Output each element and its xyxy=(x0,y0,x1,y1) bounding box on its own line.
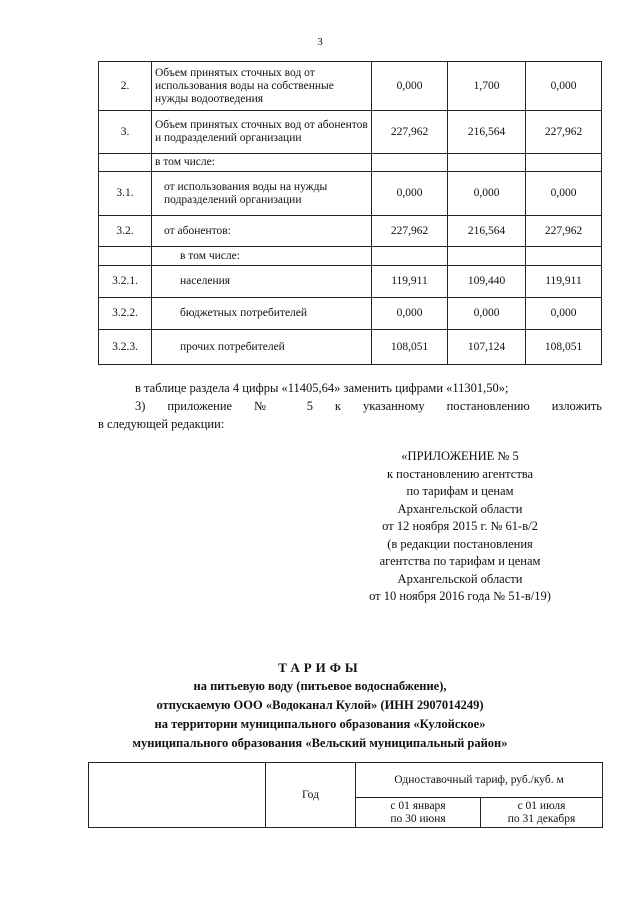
value-cell: 108,051 xyxy=(526,330,602,365)
value-cell: 0,000 xyxy=(372,62,448,111)
appendix-line: от 12 ноября 2015 г. № 61-в/2 xyxy=(382,519,538,533)
value-cell xyxy=(372,154,448,172)
appendix-line: Архангельской области xyxy=(397,571,523,586)
page-number: 3 xyxy=(317,36,323,48)
value-cell xyxy=(526,247,602,266)
row-label: в том числе: xyxy=(152,247,372,266)
period-start: с 01 июля xyxy=(517,799,566,812)
year-header: Год xyxy=(266,763,356,828)
table-row xyxy=(99,298,602,330)
title-line: на питьевую воду (питьевое водоснабжение), xyxy=(193,679,447,693)
value-cell xyxy=(448,154,526,172)
value-cell: 109,440 xyxy=(448,266,526,298)
row-label: бюджетных потребителей xyxy=(152,298,372,330)
value-cell: 227,962 xyxy=(372,216,448,247)
value-cell: 108,051 xyxy=(372,330,448,365)
value-cell: 0,000 xyxy=(372,172,448,216)
value-cell: 0,000 xyxy=(526,298,602,330)
value-cell: 0,000 xyxy=(372,298,448,330)
empty-header-cell xyxy=(89,763,266,828)
value-cell: 227,962 xyxy=(372,111,448,154)
title-heading: ТАРИФЫ xyxy=(278,660,362,675)
table-row xyxy=(99,154,602,172)
appendix-line: (в редакции постановления xyxy=(387,536,533,551)
table-row xyxy=(99,330,602,365)
tariff-table xyxy=(88,762,603,828)
value-cell: 216,564 xyxy=(448,216,526,247)
period-end: по 31 декабря xyxy=(507,812,576,825)
value-cell: 0,000 xyxy=(448,172,526,216)
row-number xyxy=(99,154,152,172)
appendix-line: «ПРИЛОЖЕНИЕ № 5 xyxy=(401,449,519,463)
value-cell xyxy=(448,247,526,266)
row-label: от использования воды на нужды подразделений организации xyxy=(152,172,372,216)
value-cell: 0,000 xyxy=(448,298,526,330)
title-line: отпускаемую ООО «Водоканал Кулой» (ИНН 2907014249) xyxy=(156,698,484,712)
value-cell: 227,962 xyxy=(526,111,602,154)
row-label: населения xyxy=(152,266,372,298)
row-number: 3.2.2. xyxy=(99,298,152,330)
row-number: 3.1. xyxy=(99,172,152,216)
period-end: по 30 июня xyxy=(390,812,446,825)
appendix-line: Архангельской области xyxy=(397,501,523,516)
value-cell: 0,000 xyxy=(526,172,602,216)
value-cell: 216,564 xyxy=(448,111,526,154)
table-header-row xyxy=(89,763,603,798)
period-header xyxy=(356,798,481,828)
period-start: с 01 января xyxy=(390,799,446,812)
row-label: от абонентов: xyxy=(152,216,372,247)
row-number: 3. xyxy=(99,111,152,154)
value-cell xyxy=(372,247,448,266)
amendment-paragraph-2: 3) приложение № 5 к указанному постановлению изложить xyxy=(135,399,602,413)
value-cell: 0,000 xyxy=(526,62,602,111)
row-number: 3.2. xyxy=(99,216,152,247)
appendix-line: по тарифам и ценам xyxy=(406,484,514,498)
tariff-header: Одноставочный тариф, руб./куб. м xyxy=(356,763,603,798)
row-label: Объем принятых сточных вод от абонентов и подразделений организации xyxy=(152,111,372,154)
amendment-paragraph-3: в следующей редакции: xyxy=(98,417,225,431)
tariff-title xyxy=(60,658,580,753)
row-label: прочих потребителей xyxy=(152,330,372,365)
row-number: 3.2.3. xyxy=(99,330,152,365)
value-cell xyxy=(526,154,602,172)
row-label: Объем принятых сточных вод от использования воды на собственные нужды водоотведения xyxy=(152,62,372,111)
appendix-line: агентства по тарифам и ценам xyxy=(379,554,541,568)
row-number: 3.2.1. xyxy=(99,266,152,298)
table-row xyxy=(99,111,602,154)
amendment-paragraph-1: в таблице раздела 4 цифры «11405,64» заменить цифрами «11301,50»; xyxy=(135,381,509,395)
row-number: 2. xyxy=(99,62,152,111)
table-row xyxy=(99,247,602,266)
appendix-line: к постановлению агентства xyxy=(386,466,534,481)
value-cell: 107,124 xyxy=(448,330,526,365)
value-cell: 119,911 xyxy=(526,266,602,298)
title-line: муниципального образования «Вельский муниципальный район» xyxy=(132,736,508,750)
appendix-header xyxy=(300,448,620,606)
table-row xyxy=(99,62,602,111)
row-number xyxy=(99,247,152,266)
value-cell: 119,911 xyxy=(372,266,448,298)
table-row xyxy=(99,266,602,298)
period-header xyxy=(481,798,603,828)
row-label: в том числе: xyxy=(152,154,372,172)
table-row xyxy=(99,216,602,247)
value-cell: 1,700 xyxy=(448,62,526,111)
table-row xyxy=(99,172,602,216)
title-line: на территории муниципального образования «Кулойское» xyxy=(154,717,486,731)
wastewater-volume-table xyxy=(98,61,602,365)
appendix-line: от 10 ноября 2016 года № 51-в/19) xyxy=(369,589,551,603)
value-cell: 227,962 xyxy=(526,216,602,247)
